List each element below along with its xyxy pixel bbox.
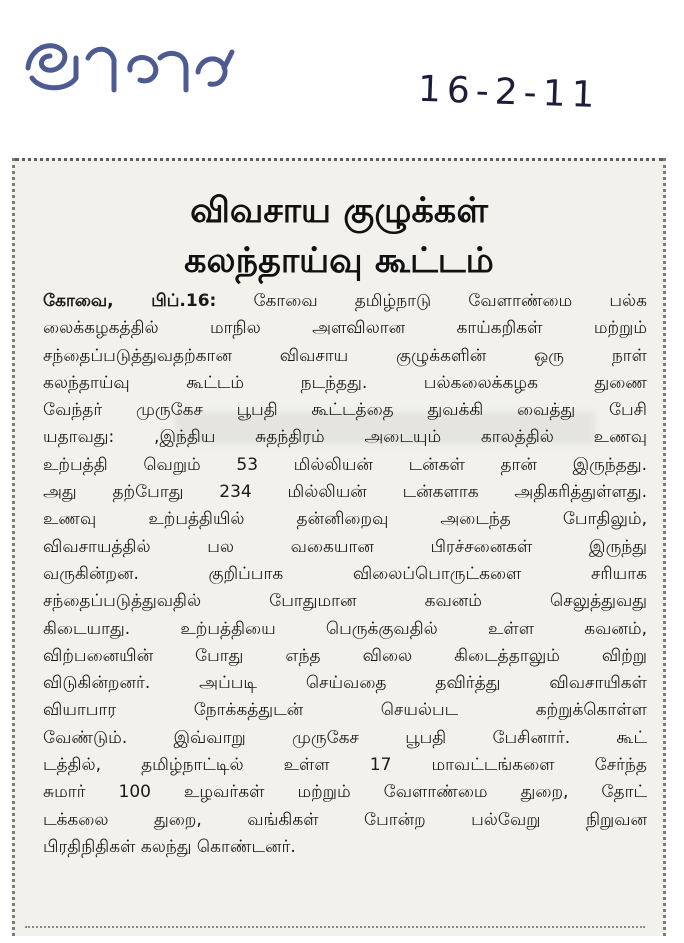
article-body <box>43 288 647 861</box>
article-line: வேந்தர் முருகேச பூபதி கூட்டத்தை துவக்கி வைத்து பேசி <box>43 400 647 421</box>
article-line <box>43 288 647 315</box>
article-line: விற்பனையின் போது எந்த விலை கிடைத்தாலும் விற்று <box>43 645 647 666</box>
clipping-header <box>0 0 684 160</box>
handwritten-date: 16-2-11 <box>417 68 602 117</box>
headline-line-1: விவசாய குழுக்கள் <box>190 191 488 231</box>
article-line: வருகின்றன. குறிப்பாக விலைப்பொருட்களை சரியாக <box>43 563 647 584</box>
newspaper-masthead-logo <box>10 28 250 108</box>
article-line: அது தற்போது 234 மில்லியன் டன்களாக அதிகரித்துள்ளது. <box>43 482 647 503</box>
article-line: லைக்கழகத்தில் மாநில அளவிலான காய்கறிகள் மற்றும் <box>43 318 647 339</box>
article-line: டக்கலை துறை, வங்கிகள் போன்ற பல்வேறு நிறுவன <box>43 809 647 830</box>
article-line: வேண்டும். இவ்வாறு முருகேச பூபதி பேசினார். கூட் <box>43 727 647 748</box>
article-line: டத்தில், தமிழ்நாட்டில் உள்ள 17 மாவட்டங்களை சேர்ந்த <box>43 755 647 776</box>
headline-line-2: கலந்தாய்வு கூட்டம் <box>184 241 494 281</box>
clipping-bottom-rule <box>25 926 645 928</box>
article-line-last: பிரதிநிதிகள் கலந்து கொண்டனர். <box>43 836 296 857</box>
article-line: கலந்தாய்வு கூட்டம் நடந்தது. பல்கலைக்கழக துணை <box>43 372 647 393</box>
article-line: விடுகின்றனர். அப்படி செய்வதை தவிர்த்து விவசாயிகள் <box>43 673 647 694</box>
article-line: சந்தைப்படுத்துவதற்கான விவசாய குழுக்களின் ஒரு நாள் <box>43 345 647 366</box>
article-line: சுமார் 100 உழவர்கள் மற்றும் வேளாண்மை துறை, தோட் <box>43 782 647 803</box>
article-line: வியாபார நோக்கத்துடன் செயல்பட கற்றுக்கொள்ள <box>43 700 647 721</box>
clipping-top-rule <box>15 158 663 161</box>
article-line: உற்பத்தி வெறும் 53 மில்லியன் டன்கள் தான் இருந்தது. <box>43 454 647 475</box>
article-line: விவசாயத்தில் பல வகையான பிரச்சனைகள் இருந்து <box>43 536 647 557</box>
article-line: கிடையாது. உற்பத்தியை பெருக்குவதில் உள்ள கவனம், <box>43 618 647 639</box>
article-line: சந்தைப்படுத்துவதில் போதுமான கவனம் செலுத்துவது <box>43 591 647 612</box>
article-line: உணவு உற்பத்தியில் தன்னிறைவு அடைந்த போதிலும், <box>43 509 647 530</box>
article-headline <box>15 186 663 286</box>
article-line-text: கோவை தமிழ்நாடு வேளாண்மை பல்க <box>253 291 647 311</box>
newspaper-clipping <box>12 158 666 936</box>
article-dateline: கோவை, பிப்.16: <box>43 291 217 311</box>
article-line: யதாவது: ,இந்திய சுதந்திரம் அடையும் காலத்தில் உணவு <box>43 427 647 448</box>
